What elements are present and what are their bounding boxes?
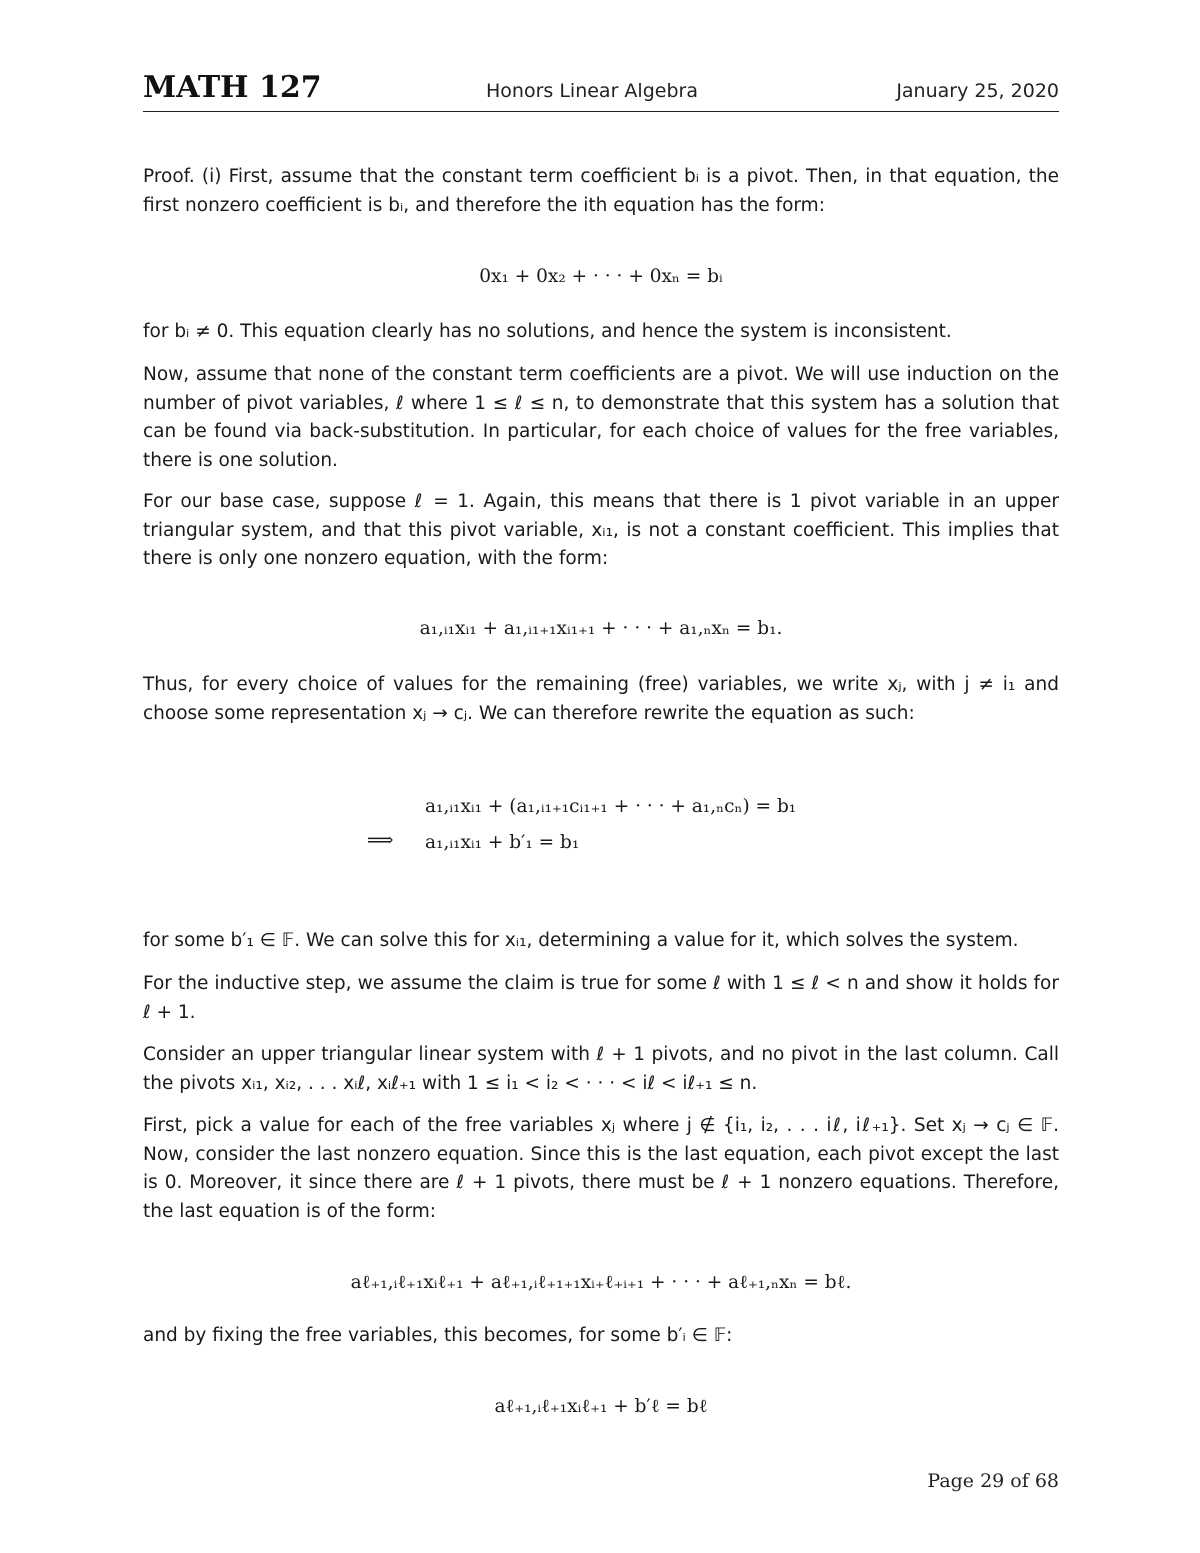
paragraph-inconsistent: for bᵢ ≠ 0. This equation clearly has no solutions, and hence the system is inconsistent.	[143, 321, 952, 342]
paragraph-pivots: Consider an upper triangular linear system with ℓ + 1 pivots, and no pivot in the last column. Call the pivots xᵢ₁, xᵢ₂, . . . xᵢℓ, xᵢℓ₊₁ with 1 ≤ i₁ < i₂ < · · · < iℓ < iℓ₊₁ ≤ n.	[143, 1044, 1059, 1094]
paragraph-solve: for some b′₁ ∈ 𝔽. We can solve this for xᵢ₁, determining a value for it, which solves the system.	[143, 930, 1019, 951]
paragraph-last-equation: First, pick a value for each of the free variables xⱼ where j ∉ {i₁, i₂, . . . iℓ, iℓ₊₁}. Set xⱼ → cⱼ ∈ 𝔽. Now, consider the last nonzero equation. Since this is the last equation, each pivot except the last is 0. Moreover, it since there are ℓ + 1 pivots, there must be ℓ + 1 nonzero equations. Therefore, the last equation is of the form:	[143, 1115, 1059, 1222]
paragraph-fixing: and by fixing the free variables, this becomes, for some b′ᵢ ∈ 𝔽:	[143, 1325, 733, 1346]
page-number: Page 29 of 68	[927, 1470, 1059, 1492]
paragraph-free-variables: Thus, for every choice of values for the remaining (free) variables, we write xⱼ, with j ≠ i₁ and choose some representation xⱼ → cⱼ. We can therefore rewrite the equation as such:	[143, 674, 1059, 724]
equation-final: aℓ₊₁,ᵢℓ₊₁xᵢℓ₊₁ + b′ℓ = bℓ	[494, 1396, 708, 1417]
equation-rewrite: a₁,ᵢ₁xᵢ₁ + (a₁,ᵢ₁₊₁cᵢ₁₊₁ + · · · + a₁,ₙcₙ) = b₁	[425, 796, 797, 817]
course-subject: Honors Linear Algebra	[486, 80, 698, 102]
implies-arrow: ⟹	[367, 830, 394, 851]
header-rule	[143, 111, 1059, 112]
equation-base: a₁,ᵢ₁xᵢ₁ + a₁,ᵢ₁₊₁xᵢ₁₊₁ + · · · + a₁,ₙxₙ = b₁.	[419, 618, 783, 639]
equation-zero-row: 0x₁ + 0x₂ + · · · + 0xₙ = bᵢ	[479, 266, 723, 287]
equation-simplified: a₁,ᵢ₁xᵢ₁ + b′₁ = b₁	[425, 832, 580, 853]
header-date: January 25, 2020	[896, 80, 1059, 102]
course-title: MATH 127	[143, 70, 322, 105]
paragraph-induction: Now, assume that none of the constant term coefficients are a pivot. We will use induction on the number of pivot variables, ℓ where 1 ≤ ℓ ≤ n, to demonstrate that this system has a solution that can be found via back-substitution. In particular, for each choice of values for the free variables, there is one solution.	[143, 364, 1059, 471]
paragraph-base-case: For our base case, suppose ℓ = 1. Again, this means that there is 1 pivot variable in an upper triangular system, and that this pivot variable, xᵢ₁, is not a constant coefficient. This implies that there is only one nonzero equation, with the form:	[143, 491, 1059, 569]
paragraph-proof-intro: Proof. (i) First, assume that the constant term coefficient bᵢ is a pivot. Then, in that equation, the first nonzero coefficient is bᵢ, and therefore the ith equation has the form:	[143, 166, 1059, 216]
paragraph-inductive-step: For the inductive step, we assume the claim is true for some ℓ with 1 ≤ ℓ < n and show it holds for ℓ + 1.	[143, 973, 1059, 1023]
equation-last-row: aℓ₊₁,ᵢℓ₊₁xᵢℓ₊₁ + aℓ₊₁,ᵢℓ₊₁₊₁xᵢ₊ℓ₊ᵢ₊₁ + · · · + aℓ₊₁,ₙxₙ = bℓ.	[350, 1272, 852, 1293]
